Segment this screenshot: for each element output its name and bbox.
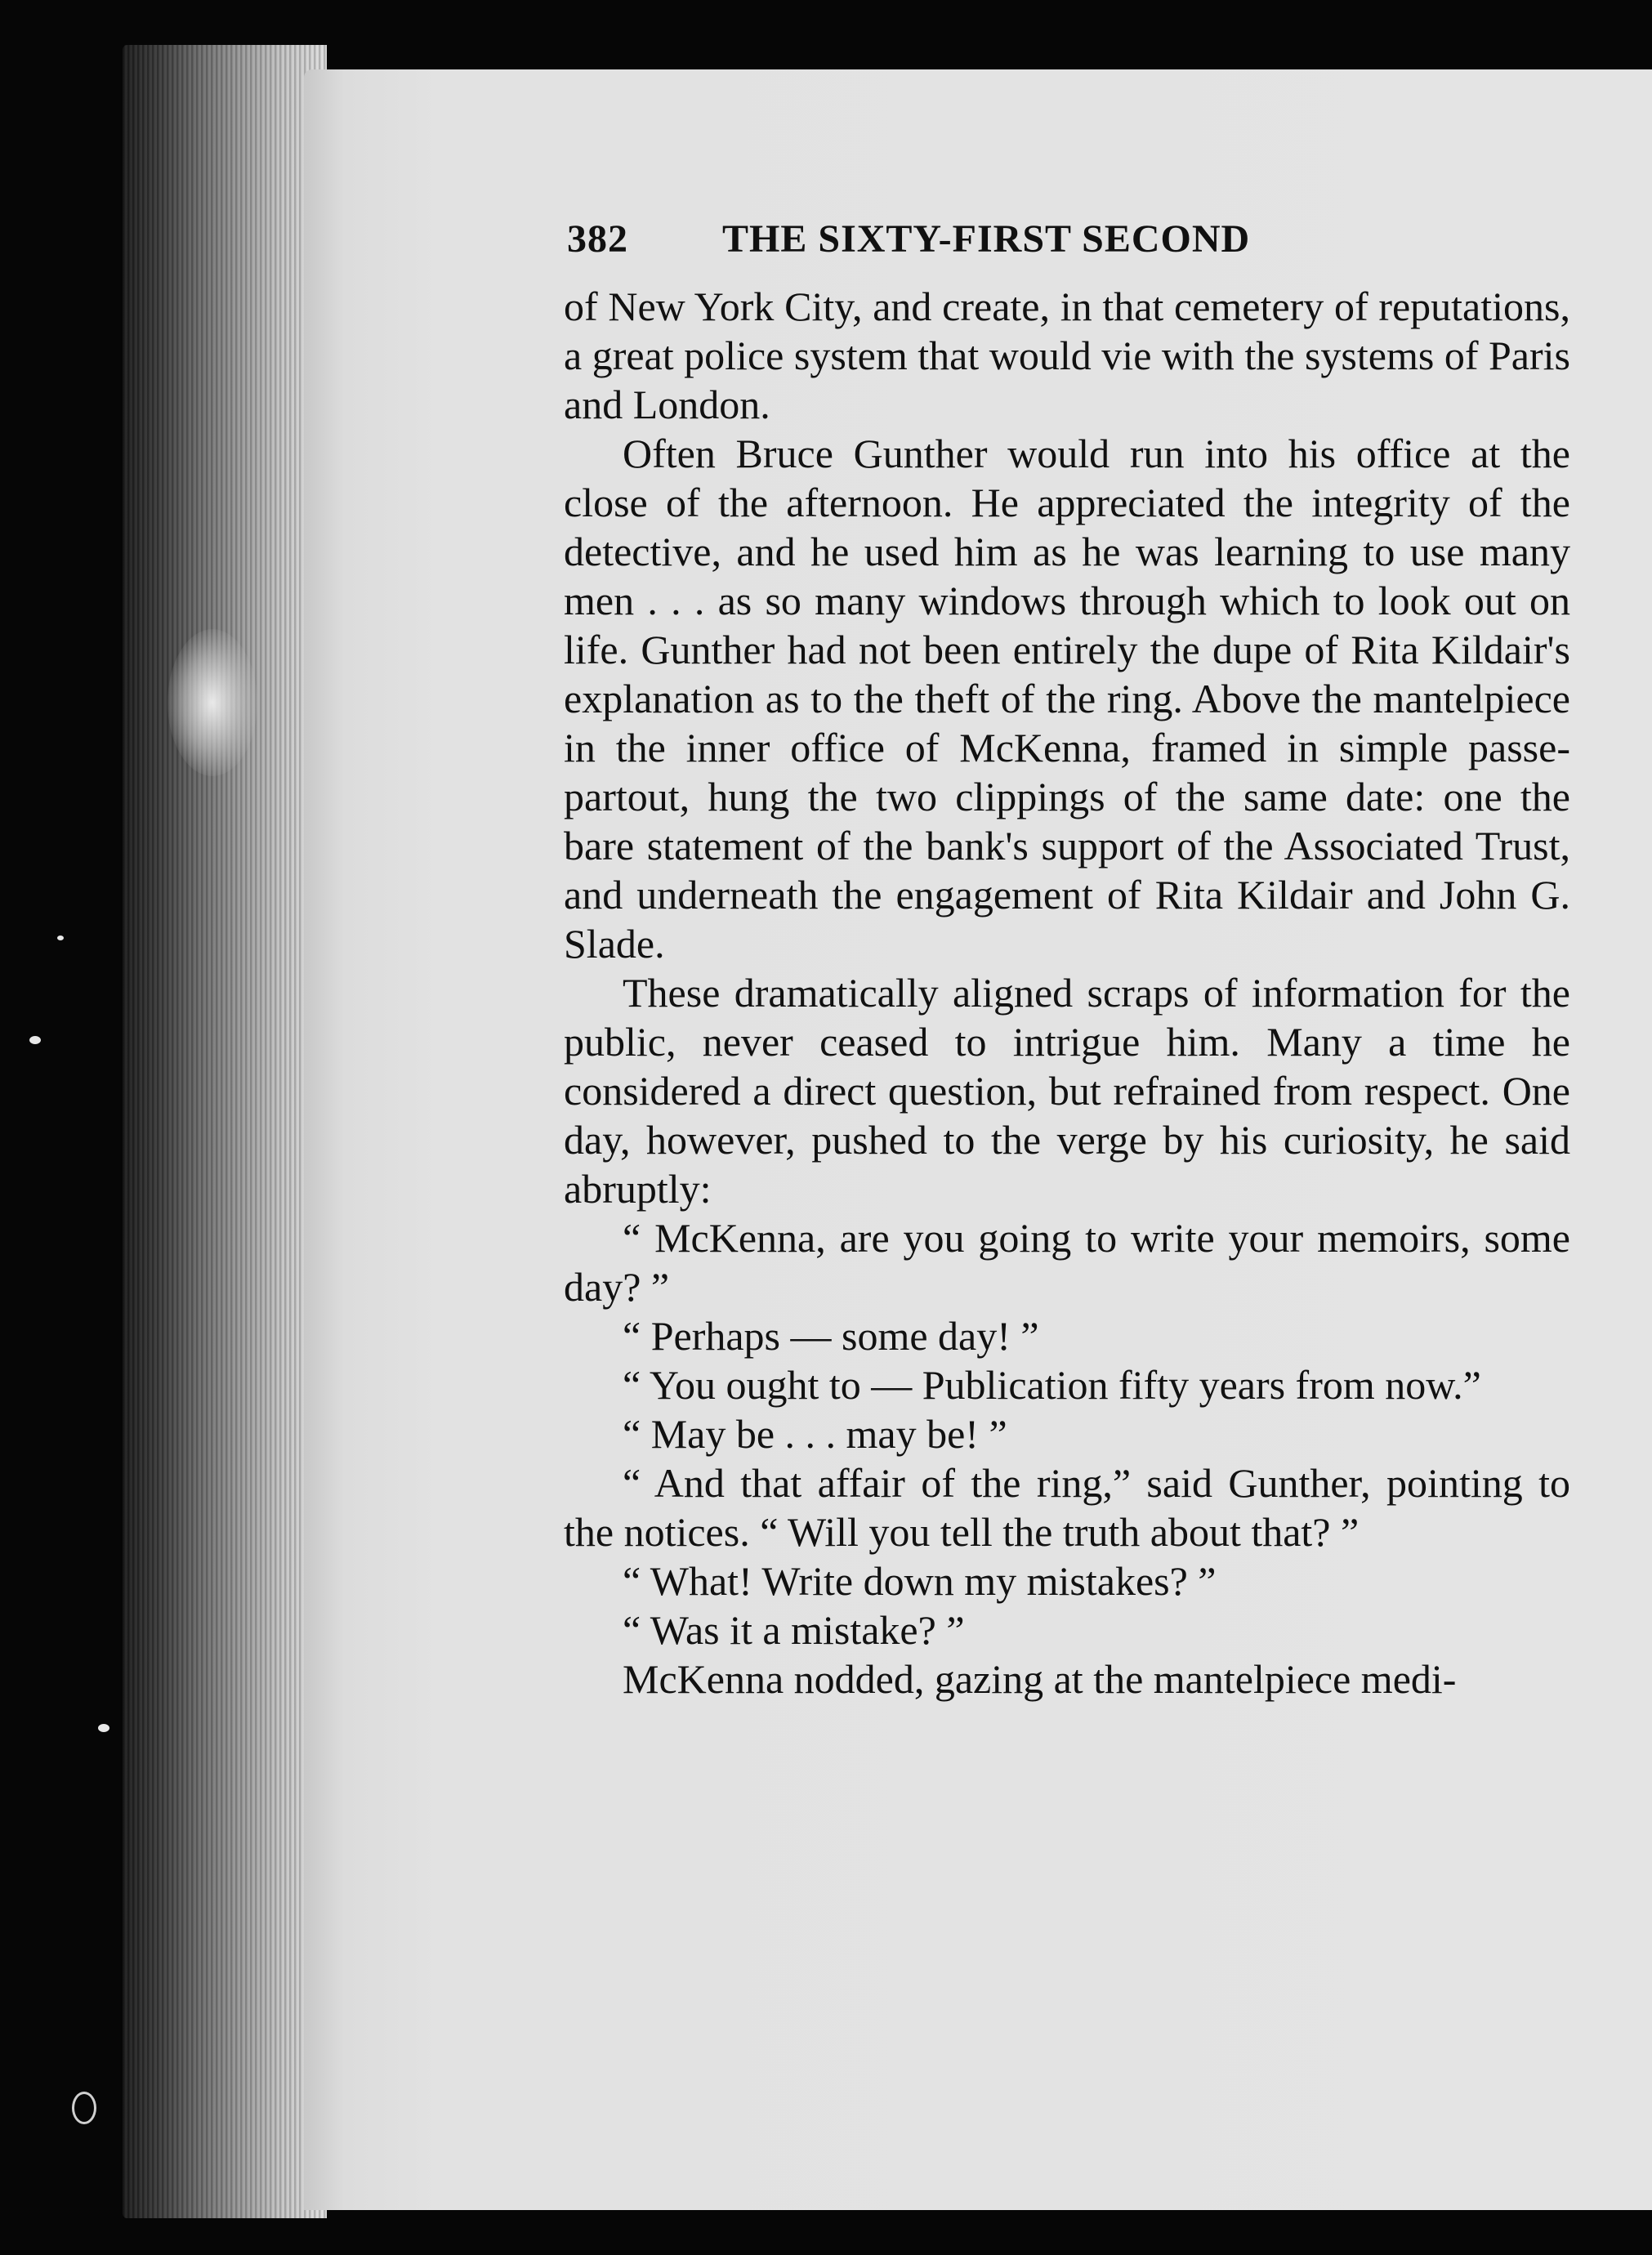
paragraph: of New York City, and create, in that cemetery of reputations, a great police system that would vie with the systems of Paris and London. bbox=[564, 284, 1570, 427]
paragraph: These dramatically aligned scraps of information for the public, never ceased to intrigue him. Many a time he considered a direct question, but refrained from respect. One day, however, pushed to the verge by his curiosity, he said abruptly: bbox=[564, 970, 1570, 1212]
running-title: THE SIXTY-FIRST SECOND bbox=[722, 217, 1251, 261]
paragraph: McKenna nodded, gazing at the mantelpiece medi- bbox=[623, 1656, 1457, 1702]
book-page-edges bbox=[123, 45, 327, 2218]
dialogue-paragraph: “ Was it a mistake? ” bbox=[623, 1607, 965, 1653]
dialogue-paragraph: “ You ought to — Publication fifty years from now.” bbox=[623, 1362, 1481, 1408]
page-text-block bbox=[564, 217, 1570, 1704]
paragraph: Often Bruce Gunther would run into his office at the close of the afternoon. He appreciated the integrity of the detective, and he used him as he was learning to use many men . . . as so many windows through which to look out on life. Gunther had not been entirely the dupe of Rita Kildair's explanation as to the theft of the ring. Above the mantelpiece in the inner office of McKenna, framed in simple passe-partout, hung the two clippings of the same date: one the bare statement of the bank's support of the Associated Trust, and underneath the engagement of Rita Kildair and John G. Slade. bbox=[564, 431, 1570, 967]
dust-fleck bbox=[29, 1036, 41, 1044]
dialogue-paragraph: “ What! Write down my mistakes? ” bbox=[623, 1558, 1217, 1604]
dust-fleck bbox=[72, 2092, 96, 2124]
left-edge-smudge bbox=[167, 629, 257, 776]
page-number: 382 bbox=[567, 217, 628, 261]
dialogue-paragraph: “ May be . . . may be! ” bbox=[623, 1411, 1007, 1457]
dialogue-paragraph: “ McKenna, are you going to write your memoirs, some day? ” bbox=[564, 1215, 1570, 1310]
dust-fleck bbox=[57, 935, 64, 940]
body-text bbox=[564, 282, 1570, 1704]
book-page bbox=[304, 69, 1652, 2210]
running-head bbox=[567, 217, 1570, 282]
dust-fleck bbox=[98, 1724, 109, 1732]
dialogue-paragraph: “ Perhaps — some day! ” bbox=[623, 1313, 1039, 1359]
dialogue-paragraph: “ And that affair of the ring,” said Gunther, pointing to the notices. “ Will you tell the truth about that? ” bbox=[564, 1460, 1570, 1555]
